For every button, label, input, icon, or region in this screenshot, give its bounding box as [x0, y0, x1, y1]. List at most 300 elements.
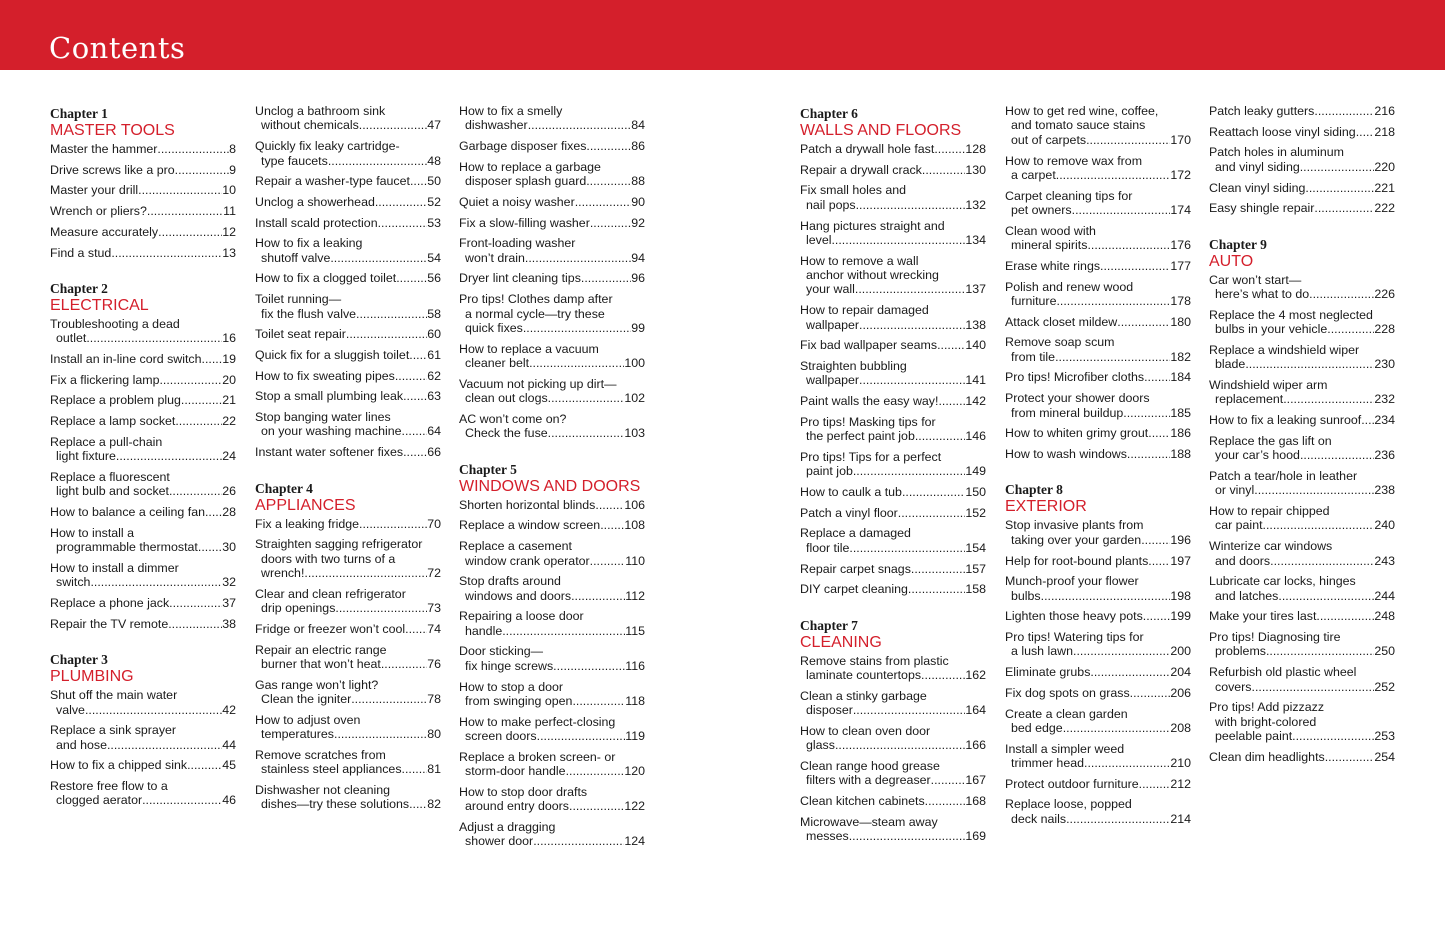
entry-line [800, 562, 986, 576]
dot-leader [1130, 686, 1171, 700]
dot-leader [1086, 133, 1170, 147]
toc-entry[interactable] [1209, 104, 1395, 118]
toc-entry[interactable] [255, 195, 441, 209]
toc-entry[interactable] [800, 415, 986, 444]
page-number: 137 [965, 282, 986, 297]
toc-entry[interactable] [1005, 224, 1191, 253]
dot-leader [925, 794, 966, 808]
toc-entry[interactable] [1209, 750, 1395, 764]
toc-entry[interactable] [1209, 273, 1395, 302]
entry-title: Pro tips! Diagnosing tire [1209, 630, 1341, 645]
toc-entry[interactable] [1005, 447, 1191, 461]
entry-line [459, 715, 645, 729]
toc-entry[interactable] [800, 485, 986, 499]
toc-entry[interactable] [50, 470, 236, 499]
toc-entry[interactable] [50, 183, 236, 197]
entry-title: Paint walls the easy way! [800, 394, 939, 409]
dot-leader [1148, 554, 1170, 568]
toc-entry[interactable] [800, 654, 986, 683]
toc-entry[interactable] [459, 216, 645, 230]
page-number: 146 [965, 429, 986, 444]
toc-entry[interactable] [1005, 335, 1191, 364]
page-number: 81 [427, 762, 441, 777]
toc-entry[interactable] [800, 183, 986, 212]
toc-entry[interactable] [1209, 539, 1395, 568]
page-number: 53 [427, 215, 441, 230]
entry-title: doors with two turns of a [261, 551, 396, 566]
dot-leader [859, 318, 965, 332]
dot-leader [934, 142, 965, 156]
dot-leader [586, 139, 631, 153]
toc-entry[interactable] [800, 394, 986, 408]
toc-entry[interactable] [459, 292, 645, 335]
page-number: 243 [1374, 553, 1395, 568]
entry-title: shutoff valve [261, 250, 331, 265]
toc-entry[interactable] [1209, 308, 1395, 337]
toc-entry[interactable] [459, 498, 645, 512]
toc-entry[interactable] [459, 377, 645, 406]
entry-title: or vinyl [1215, 483, 1255, 498]
toc-entry[interactable] [459, 271, 645, 285]
page-number: 21 [222, 393, 236, 408]
toc-entry[interactable] [50, 352, 236, 366]
toc-entry[interactable] [1005, 154, 1191, 183]
toc-entry[interactable] [1209, 145, 1395, 174]
entry-title: covers [1215, 679, 1252, 694]
toc-entry[interactable] [255, 713, 441, 742]
toc-entry[interactable] [1209, 413, 1395, 427]
toc-entry[interactable] [50, 779, 236, 808]
entry-line [800, 815, 986, 829]
entry-line [255, 797, 441, 811]
dot-leader [849, 541, 965, 555]
toc-entry[interactable] [800, 506, 986, 520]
toc-entry[interactable] [1209, 181, 1395, 195]
dot-leader [566, 764, 625, 778]
toc-entry[interactable] [1005, 315, 1191, 329]
page-number: 56 [427, 271, 441, 286]
entry-line [1005, 154, 1191, 168]
dot-leader [1056, 294, 1170, 308]
page-number: 228 [1374, 322, 1395, 337]
entry-title: with bright-colored [1215, 714, 1317, 729]
dot-leader [1148, 426, 1170, 440]
dot-leader [1305, 181, 1374, 195]
toc-entry[interactable] [459, 412, 645, 441]
toc-entry[interactable] [800, 724, 986, 753]
entry-title: car paint [1215, 518, 1263, 533]
toc-entry[interactable] [255, 236, 441, 265]
toc-entry[interactable] [459, 574, 645, 603]
entry-line [1209, 448, 1395, 462]
toc-entry[interactable] [50, 317, 236, 346]
toc-entry[interactable] [255, 292, 441, 321]
toc-entry[interactable] [50, 526, 236, 555]
entry-title: from tile [1011, 349, 1056, 364]
entry-line [459, 785, 645, 799]
entry-line [800, 254, 986, 268]
dot-leader [902, 485, 965, 499]
dot-leader [359, 517, 427, 531]
toc-entry[interactable] [459, 160, 645, 189]
entry-line [800, 759, 986, 773]
chapter-block [1005, 104, 1191, 461]
toc-entry[interactable] [1209, 469, 1395, 498]
toc-entry[interactable] [1005, 370, 1191, 384]
page-number: 112 [625, 588, 645, 603]
toc-entry[interactable] [1209, 609, 1395, 623]
entry-title: Replace a sink sprayer [50, 723, 177, 738]
toc-entry[interactable] [1005, 391, 1191, 420]
toc-entry[interactable] [50, 204, 236, 218]
toc-entry[interactable] [459, 195, 645, 209]
dot-leader [575, 195, 632, 209]
entry-title: How to stop a door [459, 679, 564, 694]
entry-line [50, 183, 236, 197]
entry-title: deck nails [1011, 811, 1067, 826]
dot-leader [533, 834, 624, 848]
chapter-block [50, 652, 236, 808]
toc-entry[interactable] [1005, 104, 1191, 147]
toc-entry[interactable] [255, 537, 441, 580]
toc-entry[interactable] [255, 327, 441, 341]
dot-leader [921, 668, 965, 682]
entry-title: How to balance a ceiling fan [50, 505, 205, 520]
page-number: 38 [222, 616, 236, 631]
entry-title: your car’s hood [1215, 448, 1300, 463]
entry-title: Pro tips! Masking tips for [800, 414, 936, 429]
toc-entry[interactable] [50, 723, 236, 752]
page-number: 45 [222, 758, 236, 773]
toc-entry[interactable] [1005, 777, 1191, 791]
toc-entry[interactable] [800, 338, 986, 352]
toc-entry[interactable] [50, 435, 236, 464]
page-number: 46 [222, 793, 236, 808]
toc-entry[interactable] [255, 174, 441, 188]
page-number: 132 [965, 197, 986, 212]
toc-entry[interactable] [800, 219, 986, 248]
toc-entry[interactable] [50, 688, 236, 717]
toc-entry[interactable] [800, 582, 986, 596]
toc-entry[interactable] [1209, 504, 1395, 533]
dot-leader [1254, 483, 1374, 497]
toc-entry[interactable] [459, 518, 645, 532]
entry-title: Replace a broken screen- or [459, 749, 616, 764]
entry-line [50, 246, 236, 260]
toc-entry[interactable] [800, 689, 986, 718]
toc-entry[interactable] [800, 450, 986, 479]
entry-line [1005, 518, 1191, 532]
entry-title: Stop banging water lines [255, 410, 391, 425]
entry-line [50, 331, 236, 345]
entry-title: pet owners [1011, 203, 1072, 218]
toc-entry[interactable] [50, 617, 236, 631]
page-number: 26 [222, 484, 236, 499]
entry-title: Repair an electric range [255, 642, 387, 657]
toc-entry[interactable] [1209, 665, 1395, 694]
toc-entry[interactable] [459, 680, 645, 709]
entry-line [800, 506, 986, 520]
toc-entry[interactable] [255, 389, 441, 403]
entry-line [800, 183, 986, 197]
chapter-block [255, 481, 441, 812]
toc-entry[interactable] [1209, 574, 1395, 603]
entry-title: Pro tips! Add pizzazz [1209, 700, 1325, 715]
entry-line [1209, 715, 1395, 729]
entry-title: Patch a tear/hole in leather [1209, 468, 1358, 483]
entry-line [1209, 322, 1395, 336]
toc-entry[interactable] [1005, 609, 1191, 623]
toc-column [459, 104, 645, 870]
toc-entry[interactable] [255, 517, 441, 531]
toc-entry[interactable] [800, 794, 986, 808]
toc-entry[interactable] [1005, 189, 1191, 218]
entry-line [800, 829, 986, 843]
toc-entry[interactable] [459, 820, 645, 849]
entry-title: How to repair damaged [800, 303, 929, 318]
toc-entry[interactable] [459, 644, 645, 673]
entry-title: without chemicals [261, 118, 359, 133]
toc-entry[interactable] [50, 225, 236, 239]
page-number: 197 [1170, 553, 1191, 568]
toc-entry[interactable] [50, 393, 236, 407]
page-number: 138 [965, 317, 986, 332]
toc-entry[interactable] [800, 359, 986, 388]
page-number: 16 [222, 331, 236, 346]
page-number: 169 [965, 829, 986, 844]
toc-entry[interactable] [255, 622, 441, 636]
toc-entry[interactable] [1209, 343, 1395, 372]
toc-entry[interactable] [1005, 259, 1191, 273]
toc-entry[interactable] [255, 348, 441, 362]
dot-leader [198, 540, 222, 554]
toc-entry[interactable] [255, 410, 441, 439]
toc-entry[interactable] [255, 678, 441, 707]
chapter-label: Chapter 8 [1005, 482, 1063, 498]
dot-leader [938, 394, 965, 408]
entry-line [50, 204, 236, 218]
toc-entry[interactable] [255, 445, 441, 459]
page-number: 102 [624, 391, 645, 406]
toc-entry[interactable] [50, 414, 236, 428]
entry-title: programmable thermostat [56, 540, 198, 555]
toc-entry[interactable] [1005, 426, 1191, 440]
toc-entry[interactable] [459, 750, 645, 779]
page-number: 250 [1374, 644, 1395, 659]
entry-line [50, 561, 236, 575]
toc-entry[interactable] [255, 104, 441, 133]
entry-title: Patch holes in aluminum [1209, 145, 1344, 160]
entry-title: Vacuum not picking up dirt— [459, 376, 617, 391]
entry-line [459, 539, 645, 553]
entry-title: level [806, 232, 832, 247]
dot-leader [537, 729, 626, 743]
entry-title: and hose [56, 737, 107, 752]
toc-entry[interactable] [459, 539, 645, 568]
page-number: 58 [427, 306, 441, 321]
page-number: 94 [631, 250, 645, 265]
entry-title: How to install a [50, 525, 135, 540]
entry-line [50, 596, 236, 610]
toc-entry[interactable] [1005, 280, 1191, 309]
entry-line [1005, 630, 1191, 644]
page-number: 214 [1170, 811, 1191, 826]
entry-line [255, 552, 441, 566]
toc-entry[interactable] [50, 758, 236, 772]
dot-leader [1123, 406, 1170, 420]
entry-line [255, 537, 441, 551]
toc-entry[interactable] [50, 561, 236, 590]
toc-entry[interactable] [50, 596, 236, 610]
toc-entry[interactable] [1005, 742, 1191, 771]
entry-line [459, 391, 645, 405]
chapter-title: WINDOWS AND DOORS [459, 477, 641, 495]
chapter-label: Chapter 4 [255, 480, 313, 496]
toc-entry[interactable] [1209, 700, 1395, 743]
entry-line [50, 142, 236, 156]
entry-line [255, 139, 441, 153]
entry-line [459, 498, 645, 512]
toc-entry[interactable] [255, 139, 441, 168]
toc-entry[interactable] [800, 526, 986, 555]
toc-entry[interactable] [255, 216, 441, 230]
dot-leader [1356, 125, 1375, 139]
dot-leader [405, 622, 427, 636]
entry-line [800, 689, 986, 703]
page-number: 76 [427, 657, 441, 672]
page-number: 177 [1170, 258, 1191, 273]
entry-title: paint job [806, 464, 853, 479]
toc-entry[interactable] [50, 246, 236, 260]
entry-title: from swinging open [465, 693, 573, 708]
entry-line [800, 724, 986, 738]
entry-line [459, 412, 645, 426]
dot-leader [351, 692, 427, 706]
dot-leader [90, 575, 222, 589]
toc-entry[interactable] [800, 815, 986, 844]
toc-entry[interactable] [255, 587, 441, 616]
toc-entry[interactable] [459, 785, 645, 814]
toc-entry[interactable] [1209, 378, 1395, 407]
toc-entry[interactable] [1005, 518, 1191, 547]
toc-entry[interactable] [50, 373, 236, 387]
toc-entry[interactable] [800, 562, 986, 576]
toc-entry[interactable] [1209, 201, 1395, 215]
page-number: 149 [965, 464, 986, 479]
toc-entry[interactable] [1005, 574, 1191, 603]
entry-line [459, 680, 645, 694]
entry-title: How to stop door drafts [459, 784, 588, 799]
toc-entry[interactable] [1005, 630, 1191, 659]
dot-leader [855, 282, 965, 296]
entry-line [255, 195, 441, 209]
toc-entry[interactable] [50, 505, 236, 519]
dot-leader [1066, 812, 1170, 826]
toc-entry[interactable] [800, 254, 986, 297]
toc-entry[interactable] [255, 783, 441, 812]
entry-title: Gas range won’t light? [255, 677, 379, 692]
entry-title: Easy shingle repair [1209, 201, 1315, 216]
entry-line [1209, 504, 1395, 518]
toc-entry[interactable] [50, 163, 236, 177]
toc-entry[interactable] [1209, 434, 1395, 463]
entry-line [50, 703, 236, 717]
page-number: 170 [1170, 132, 1191, 147]
chapter-block [1209, 104, 1395, 216]
entry-title: Clear and clean refrigerator [255, 586, 406, 601]
entry-title: glass [806, 738, 835, 753]
entry-title: Help for root-bound plants [1005, 553, 1149, 568]
dot-leader [328, 154, 427, 168]
toc-entry[interactable] [1209, 630, 1395, 659]
toc-entry[interactable] [1005, 707, 1191, 736]
entry-title: switch [56, 575, 91, 590]
toc-entry[interactable] [50, 142, 236, 156]
page-number: 182 [1170, 349, 1191, 364]
toc-entry[interactable] [255, 369, 441, 383]
toc-entry[interactable] [1005, 665, 1191, 679]
page-number: 124 [624, 834, 645, 849]
chapter-title: CLEANING [800, 633, 882, 651]
entry-title: Clean vinyl siding [1209, 180, 1306, 195]
entry-line [459, 356, 645, 370]
toc-entry[interactable] [255, 643, 441, 672]
dot-leader [525, 251, 631, 265]
toc-entry[interactable] [800, 163, 986, 177]
chapter-title: WALLS AND FLOORS [800, 122, 962, 139]
toc-entry[interactable] [459, 715, 645, 744]
toc-entry[interactable] [459, 236, 645, 265]
toc-entry[interactable] [255, 271, 441, 285]
toc-entry[interactable] [459, 609, 645, 638]
page-number: 174 [1170, 203, 1191, 218]
page-number: 176 [1170, 238, 1191, 253]
page-number: 82 [427, 797, 441, 812]
toc-entry[interactable] [459, 342, 645, 371]
entry-line [1005, 665, 1191, 679]
dot-leader [1072, 203, 1171, 217]
entry-line [50, 617, 236, 631]
toc-entry[interactable] [800, 142, 986, 156]
dot-leader [138, 183, 222, 197]
dot-leader [595, 498, 624, 512]
entry-line [800, 338, 986, 352]
toc-entry[interactable] [800, 759, 986, 788]
dot-leader [548, 391, 625, 405]
dot-leader [395, 369, 427, 383]
entry-title: Dryer lint cleaning tips [459, 271, 581, 286]
toc-entry[interactable] [459, 104, 645, 133]
toc-entry[interactable] [800, 303, 986, 332]
dot-leader [168, 617, 222, 631]
entry-title: How to remove wax from [1005, 153, 1143, 168]
entry-title: Install a simpler weed [1005, 741, 1125, 756]
toc-entry[interactable] [1005, 554, 1191, 568]
dot-leader [1084, 756, 1170, 770]
toc-entry[interactable] [1005, 686, 1191, 700]
chapter-block [50, 281, 236, 631]
entry-title: dishwasher [465, 118, 528, 133]
dot-leader [586, 174, 631, 188]
entry-line [1005, 797, 1191, 811]
entry-line [459, 342, 645, 356]
entry-line [50, 225, 236, 239]
toc-entry[interactable] [1209, 125, 1395, 139]
toc-entry[interactable] [459, 139, 645, 153]
toc-entry[interactable] [255, 748, 441, 777]
entry-title: Protect outdoor furniture [1005, 776, 1139, 791]
toc-entry[interactable] [1005, 797, 1191, 826]
